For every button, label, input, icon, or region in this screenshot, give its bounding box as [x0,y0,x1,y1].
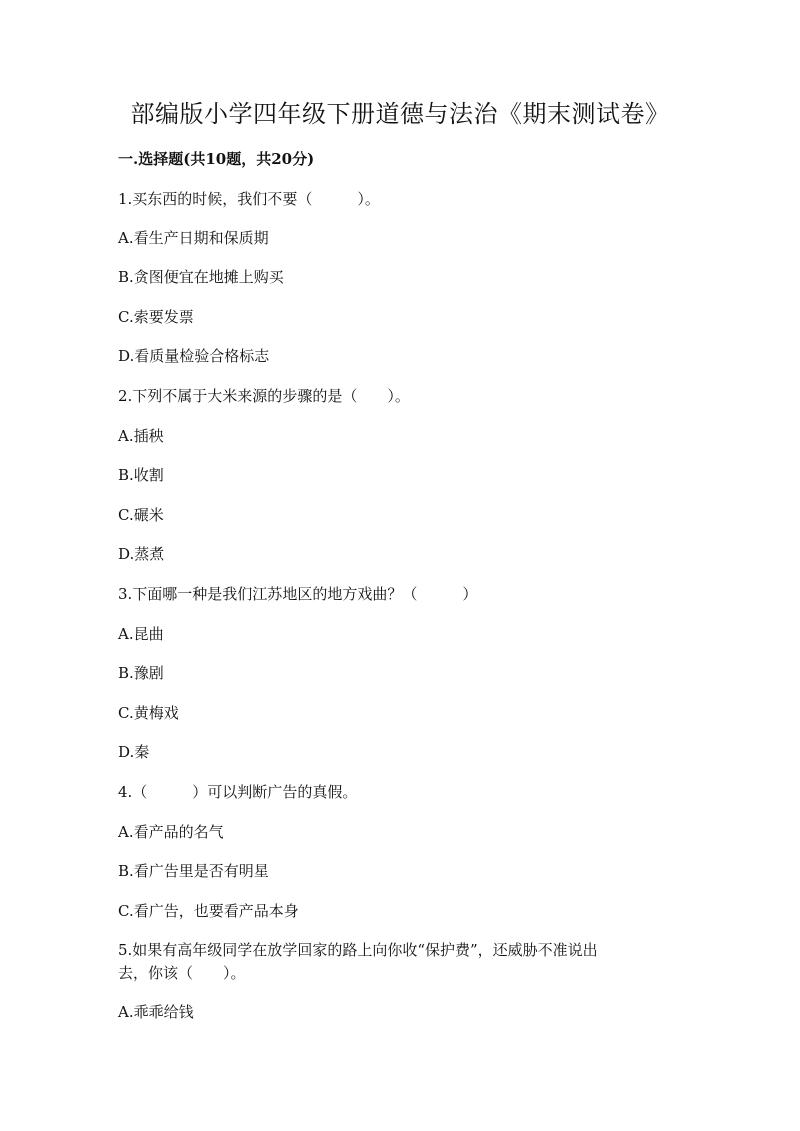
question-4-option-a[interactable]: A.看产品的名气 [118,823,224,841]
question-1-option-d[interactable]: D.看质量检验合格标志 [118,347,270,365]
question-2-option-b[interactable]: B.收割 [118,466,164,484]
question-5-stem-line-2: 去，你该（ ）。 [118,964,246,982]
question-3-option-a[interactable]: A.昆曲 [118,625,164,643]
question-2-option-c[interactable]: C.碾米 [118,506,164,524]
question-5-stem-line-1: 5.如果有高年级同学在放学回家的路上向你收“保护费”，还威胁不准说出 [118,941,598,959]
question-3-option-c[interactable]: C.黄梅戏 [118,704,179,722]
question-3-option-b[interactable]: B.豫剧 [118,664,164,682]
question-3-stem: 3.下面哪一种是我们江苏地区的地方戏曲？（ ） [118,585,478,603]
question-3-option-d[interactable]: D.秦 [118,743,150,761]
question-1-option-c[interactable]: C.索要发票 [118,308,194,326]
question-2-stem: 2.下列不属于大米来源的步骤的是（ ）。 [118,387,410,405]
question-1-option-a[interactable]: A.看生产日期和保质期 [118,229,269,247]
question-1-stem: 1.买东西的时候，我们不要（ ）。 [118,190,380,208]
question-2-option-d[interactable]: D.蒸煮 [118,545,165,563]
exam-title: 部编版小学四年级下册道德与法治《期末测试卷》 [130,100,670,128]
question-5-option-a[interactable]: A.乖乖给钱 [118,1003,194,1021]
question-1-option-b[interactable]: B.贪图便宜在地摊上购买 [118,268,284,286]
section-header: 一.选择题(共10题，共20分) [118,150,315,168]
question-2-option-a[interactable]: A.插秧 [118,427,164,445]
question-4-option-b[interactable]: B.看广告里是否有明星 [118,862,269,880]
question-4-option-c[interactable]: C.看广告，也要看产品本身 [118,902,299,920]
question-4-stem: 4.（ ）可以判断广告的真假。 [118,783,358,801]
